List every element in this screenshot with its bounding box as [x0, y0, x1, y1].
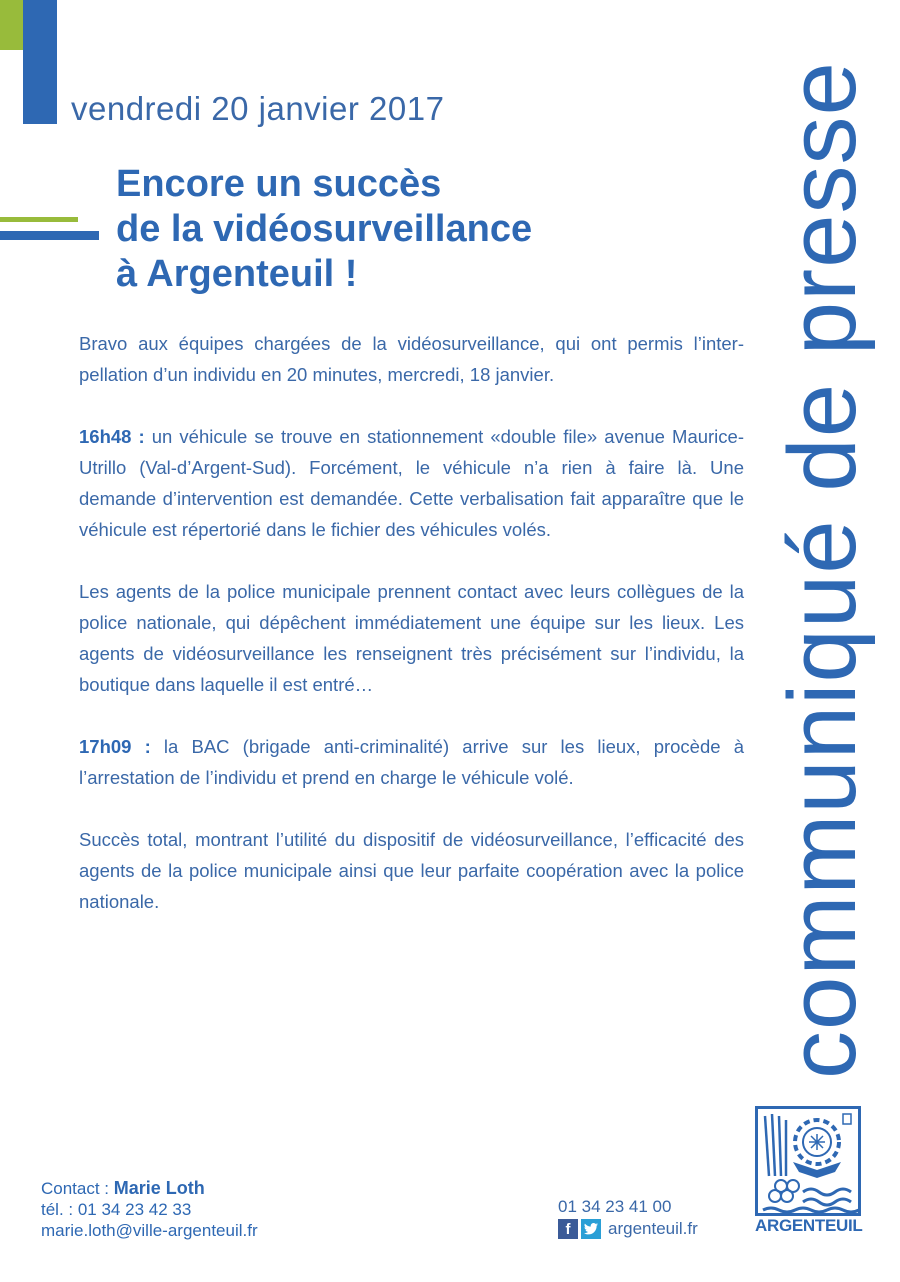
- headline-line-1: Encore un succès: [116, 163, 442, 205]
- event-text-2: la BAC (brigade anti-criminalité) arrive sur les lieux, procède à l’arrestation de l’individu et prend en charge le véhicule volé.: [79, 736, 744, 788]
- press-contact: [41, 1178, 258, 1241]
- city-contact: [558, 1196, 698, 1240]
- release-date: vendredi 20 janvier 2017: [71, 90, 445, 127]
- event-text-1: un véhicule se trouve en stationnement «double file» avenue Maurice-Utrillo (Val-d’Argent-Sud). Forcément, le véhicule n’a rien à faire là. Une demande d’intervention est demandée. Cette verbalisation fait apparaître que le véhicule est répertorié dans le fichier des véhicules volés.: [79, 426, 744, 540]
- contact-label: Contact :: [41, 1179, 114, 1198]
- event-paragraph-1: [79, 421, 744, 545]
- contact-email[interactable]: marie.loth@ville-argenteuil.fr: [41, 1221, 258, 1240]
- decorative-green-bar: [0, 0, 23, 50]
- press-release-body: [79, 328, 744, 948]
- contact-phone: tél. : 01 34 23 42 33: [41, 1200, 192, 1219]
- decorative-blue-bar: [23, 0, 57, 124]
- contact-line: [41, 1178, 258, 1199]
- conclusion-paragraph: Succès total, montrant l’utilité du dispositif de vidéosurveillance, l’efficacité des agents de la police municipale ainsi que leur parfaite coopération avec la police nationale.: [79, 829, 744, 912]
- event-time-1: 16h48 :: [79, 426, 145, 447]
- event-time-2: 17h09 :: [79, 736, 151, 757]
- intro-paragraph: Bravo aux équipes chargées de la vidéosurveillance, qui ont permis l’inter-pellation d’un individu en 20 minutes, mercredi, 18 janvier.: [79, 333, 744, 385]
- headline: [116, 162, 532, 297]
- logo-wordmark: ARGENTEUIL: [755, 1216, 863, 1235]
- decorative-blue-rule: [0, 231, 99, 240]
- social-row: [558, 1218, 698, 1240]
- facebook-icon[interactable]: f: [558, 1219, 578, 1239]
- city-website-link[interactable]: argenteuil.fr: [608, 1219, 698, 1238]
- vertical-title: communiqué de presse: [769, 61, 876, 1079]
- headline-line-2: de la vidéosurveillance: [116, 208, 533, 250]
- coat-of-arms-icon: [755, 1106, 861, 1216]
- contact-name: Marie Loth: [113, 1178, 205, 1198]
- headline-line-3: à Argenteuil !: [116, 253, 358, 295]
- city-phone: 01 34 23 41 00: [558, 1197, 672, 1216]
- police-paragraph: Les agents de la police municipale prennent contact avec leurs collègues de la police nationale, qui dépêchent immédiatement une équipe sur les lieux. Les agents de vidéosurveillance les renseignent très précisément sur l’individu, la boutique dans laquelle il est entré…: [79, 581, 744, 695]
- twitter-icon[interactable]: [581, 1219, 601, 1239]
- argenteuil-logo: [755, 1106, 861, 1238]
- event-paragraph-2: [79, 731, 744, 793]
- decorative-green-rule: [0, 217, 78, 222]
